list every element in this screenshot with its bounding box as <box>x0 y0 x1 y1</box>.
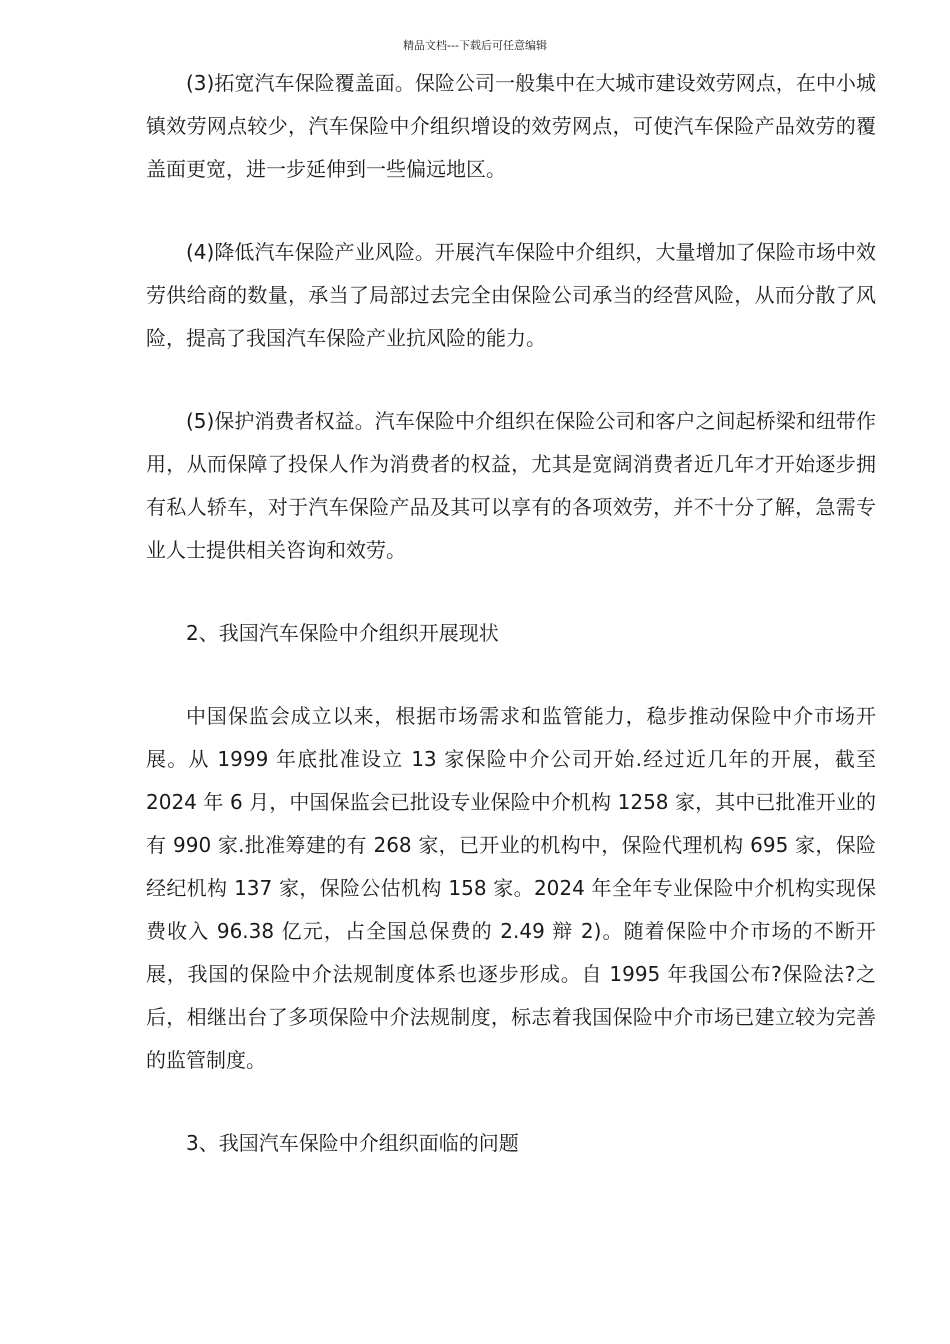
section-heading-current-status: 2、我国汽车保险中介组织开展现状 <box>186 621 499 645</box>
paragraph-spacer <box>146 360 876 400</box>
paragraph-current-status: 中国保监会成立以来，根据市场需求和监管能力，稳步推动保险中介市场开展。从 1999 年底批准设立 13 家保险中介公司开始.经过近几年的开展，截至 2024 年 6 月，中国保监会已批设专业保险中介机构 1258 家，其中已批准开业的有 990 家.批准筹建的有 268 家，已开业的机构中，保险代理机构 695 家，保险经纪机构 137 家，保险公估机构 158 家。2024 年全年专业保险中介机构实现保费收入 96.38 亿元，占全国总保费的 2.49 辩 2)。随着保险中介市场的不断开展，我国的保险中介法规制度体系也逐步形成。自 1995 年我国公布?保险法?之后，相继出台了多项保险中介法规制度，标志着我国保险中介市场已建立较为完善的监管制度。 <box>146 704 876 1072</box>
section-heading-problems: 3、我国汽车保险中介组织面临的问题 <box>186 1131 519 1155</box>
paragraph-spacer <box>146 191 876 231</box>
paragraph-reduce-risk: (4)降低汽车保险产业风险。开展汽车保险中介组织，大量增加了保险市场中效劳供给商的数量，承当了局部过去完全由保险公司承当的经营风险，从而分散了风险，提高了我国汽车保险产业抗风险的能力。 <box>146 240 876 350</box>
document-body <box>146 62 876 1165</box>
paragraph-protect-consumers: (5)保护消费者权益。汽车保险中介组织在保险公司和客户之间起桥梁和纽带作用，从而保障了投保人作为消费者的权益，尤其是宽阔消费者近几年才开始逐步拥有私人轿车，对于汽车保险产品及其可以享有的各项效劳，并不十分了解，急需专业人士提供相关咨询和效劳。 <box>146 409 876 562</box>
paragraph-spacer <box>146 1082 876 1122</box>
paragraph-expand-coverage: (3)拓宽汽车保险覆盖面。保险公司一般集中在大城市建设效劳网点，在中小城镇效劳网点较少，汽车保险中介组织增设的效劳网点，可使汽车保险产品效劳的覆盖面更宽，进一步延伸到一些偏远地区。 <box>146 71 876 181</box>
paragraph-spacer <box>146 572 876 612</box>
page-header: 精品文档---下载后可任意编辑 <box>403 39 547 52</box>
paragraph-spacer <box>146 655 876 695</box>
